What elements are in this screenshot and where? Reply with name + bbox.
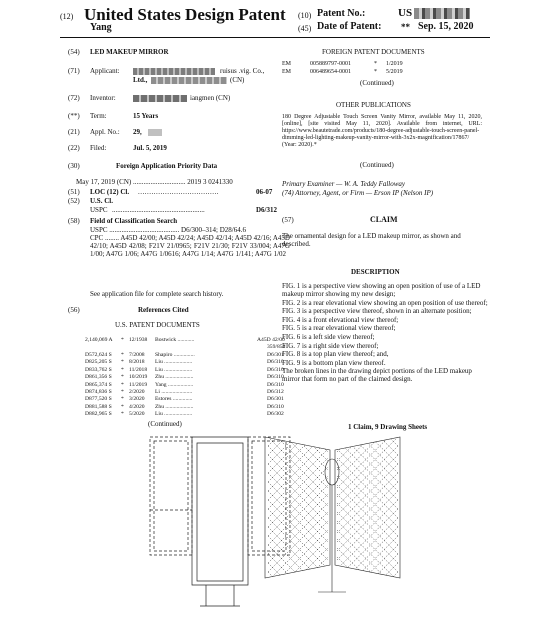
filed-value: Jul. 5, 2019 bbox=[133, 144, 167, 152]
foreign-date: 1/2019 bbox=[386, 61, 403, 67]
appl-value: 29, bbox=[133, 128, 142, 136]
ref-name: Liu .................... bbox=[155, 359, 193, 366]
ref-num: D874,836 S bbox=[85, 389, 112, 395]
header-code-10: (10) bbox=[298, 11, 312, 20]
foreign-date: 5/2019 bbox=[386, 69, 403, 75]
hatch-line bbox=[337, 374, 398, 434]
claim-code: (57) bbox=[282, 216, 294, 224]
patent-number-label: Patent No.: bbox=[317, 8, 366, 19]
us-docs-title: U.S. PATENT DOCUMENTS bbox=[115, 321, 200, 329]
foreign-continued: (Continued) bbox=[360, 79, 394, 87]
hatch-line bbox=[337, 611, 398, 619]
ref-num: D865,374 S bbox=[85, 381, 112, 388]
ref-date: 3/2020 bbox=[129, 396, 145, 403]
ref-cls: D6/301 bbox=[267, 396, 284, 403]
ref-num: D572,624 S bbox=[85, 352, 112, 358]
hatch-line bbox=[337, 572, 398, 619]
field-label: Field of Classification Search bbox=[90, 217, 178, 225]
uscl-value: D6/312 bbox=[256, 206, 277, 214]
ref-name: Shapiro ............... bbox=[155, 352, 195, 358]
applicant-label: Applicant: bbox=[90, 67, 120, 75]
design-title: LED MAKEUP MIRROR bbox=[90, 48, 169, 56]
description-title: DESCRIPTION bbox=[351, 268, 400, 276]
applicant-country: (CN) bbox=[230, 76, 245, 84]
hatch-line bbox=[268, 413, 328, 473]
ref-class-2: 359/854 bbox=[267, 344, 286, 350]
term-value: 15 Years bbox=[133, 112, 159, 120]
uscl-sub: USPC bbox=[90, 206, 108, 214]
loc-leader: .................................... bbox=[138, 188, 219, 196]
hatch-line bbox=[268, 575, 328, 619]
uscl-code: (52) bbox=[68, 197, 80, 205]
ref-num: D877,520 S bbox=[85, 396, 112, 403]
patent-number-value: US bbox=[398, 7, 413, 19]
claim-title: CLAIM bbox=[370, 215, 398, 224]
ref-num: D825,205 S bbox=[85, 359, 112, 366]
ref-date: 11/2019 bbox=[129, 381, 148, 388]
ref-date: 4/2020 bbox=[129, 403, 145, 410]
side-view-ring-mirror bbox=[325, 459, 339, 485]
ref-date: 7/2008 bbox=[129, 352, 145, 358]
ref-cls: D6/310 bbox=[267, 403, 284, 410]
hatch-line bbox=[337, 383, 398, 443]
ref-date: 2/2020 bbox=[129, 389, 145, 395]
ref-cls: D6/301 bbox=[267, 352, 284, 358]
other-pubs-title: OTHER PUBLICATIONS bbox=[336, 101, 411, 109]
foreign-mark: * bbox=[374, 61, 377, 67]
appl-label: Appl. No.: bbox=[90, 128, 120, 136]
field-cpc: CPC ........ A45D 42/00; A45D 42/24; A45D 42/14; A45D 42/16; A45D 42/10; A45D 42/08; F21V 21/0965; F21V 21/30; F21V 33/004; A47G 1/00; A47G 1/06; A47G 1/0616; A47G 1/14; A47G 1/141; A47G 1/02 bbox=[90, 234, 290, 258]
ref-cls: D6/310 bbox=[267, 359, 284, 366]
loc-label: LOC (12) Cl. bbox=[90, 188, 130, 196]
hatch-line bbox=[337, 575, 398, 619]
applicant-code: (71) bbox=[68, 67, 80, 75]
field-code: (58) bbox=[68, 217, 80, 225]
ref-mark: * bbox=[121, 352, 124, 358]
ref-mark: * bbox=[121, 359, 124, 366]
mirror-right-wing bbox=[248, 437, 290, 555]
hatch-line bbox=[268, 584, 328, 619]
ref-date: 8/2018 bbox=[129, 359, 145, 366]
hatch-line bbox=[337, 356, 398, 416]
hatch-line bbox=[268, 566, 328, 619]
field-uspc: USPC ........................................ D6/300–314; D28/64.6 bbox=[90, 226, 246, 234]
ref-mark: * bbox=[121, 396, 124, 403]
priority-entry: May 17, 2019 (CN) .............................. 2019 3 0241330 bbox=[76, 178, 233, 186]
ref-number: 2,140,069 A bbox=[85, 337, 113, 343]
description-line: The broken lines in the drawing depict portions of the LED makeup mirror that form no part of the claimed design. bbox=[282, 367, 472, 384]
foreign-cc: EM bbox=[282, 69, 291, 75]
hatch-line bbox=[337, 602, 398, 619]
claims-sheets: 1 Claim, 9 Drawing Sheets bbox=[348, 423, 428, 431]
filed-label: Filed: bbox=[90, 144, 107, 152]
description-line: FIG. 9 is a bottom plan view thereof. bbox=[282, 358, 386, 367]
hatch-line bbox=[337, 554, 398, 614]
other-continued: (Continued) bbox=[360, 161, 394, 169]
attorney: (74) Attorney, Agent, or Firm — Erson IP (Nelson IP) bbox=[282, 189, 434, 197]
date-of-patent-label: Date of Patent: bbox=[317, 21, 382, 32]
ref-cls: D6/310 bbox=[267, 366, 284, 373]
date-of-patent-value: Sep. 15, 2020 bbox=[418, 21, 474, 32]
refs-continued: (Continued) bbox=[148, 420, 182, 428]
header-code-12: (12) bbox=[60, 12, 74, 21]
loc-value: 06-07 bbox=[256, 188, 273, 196]
hatch-line bbox=[337, 347, 398, 407]
filed-code: (22) bbox=[68, 144, 80, 152]
hatch-line bbox=[337, 320, 398, 380]
term-code: (**) bbox=[68, 112, 80, 120]
ref-num: D882,965 S bbox=[85, 411, 112, 418]
description-line: FIG. 4 is a front elevational view thereof; bbox=[282, 315, 399, 324]
foreign-title: FOREIGN PATENT DOCUMENTS bbox=[322, 48, 425, 56]
hatch-line bbox=[337, 365, 398, 425]
inventor-location: iangmen (CN) bbox=[190, 94, 231, 102]
document-title: United States Design Patent bbox=[84, 5, 286, 24]
hatch-line bbox=[337, 368, 398, 428]
hatch-line bbox=[337, 386, 398, 446]
foreign-num: 006489654-0001 bbox=[310, 69, 351, 75]
title-code: (54) bbox=[68, 48, 80, 56]
description-line: FIG. 3 is a perspective view thereof, shown in an alternate position; bbox=[282, 307, 472, 316]
hatch-line bbox=[268, 611, 328, 619]
mirror-center-panel bbox=[192, 437, 248, 585]
description-line: FIG. 7 is a right side view thereof; bbox=[282, 341, 379, 350]
ref-mark: * bbox=[121, 381, 124, 388]
loc-code: (51) bbox=[68, 188, 80, 196]
ref-num: D861,356 S bbox=[85, 374, 112, 381]
foreign-mark: * bbox=[374, 69, 377, 75]
ref-name: Liu .................... bbox=[155, 366, 193, 373]
hatch-line bbox=[337, 566, 398, 619]
primary-examiner: Primary Examiner — W. A. Teddy Falloway bbox=[282, 180, 406, 188]
hatch-line bbox=[268, 602, 328, 619]
uscl-leader: ..................................................... bbox=[112, 206, 205, 214]
applicant-line2-head: Ltd., bbox=[133, 76, 148, 84]
ref-name: Yang .................. bbox=[155, 381, 194, 388]
ref-num: D833,762 S bbox=[85, 366, 112, 373]
ref-mark: * bbox=[121, 389, 124, 395]
ref-cls: D6/310 bbox=[267, 374, 284, 381]
other-pubs-text: 180 Degree Adjustable Touch Screen Vanity Mirror, available May 11, 2020, [online], [site visited May 11, 2020]. Available from internet, URL: https://www.beautetrade.com/products/180-degree-adjustable-touch-screen-panel-dimming-led-lighting-makeup-vanity-mirror-with-3x2x-magnification/17867/ (Year: 2020).* bbox=[282, 114, 482, 148]
ref-mark: * bbox=[121, 366, 124, 373]
hatch-line bbox=[337, 545, 398, 605]
appl-code: (21) bbox=[68, 128, 80, 136]
ref-date: 10/2019 bbox=[129, 374, 148, 381]
hatch-line bbox=[337, 593, 398, 619]
ref-name: Zhu .................... bbox=[155, 403, 194, 410]
ref-cls: D6/302 bbox=[267, 411, 284, 418]
priority-title: Foreign Application Priority Data bbox=[116, 162, 218, 170]
hatch-line bbox=[337, 584, 398, 619]
header-code-45: (45) bbox=[298, 24, 312, 33]
ref-date: 12/1938 bbox=[129, 337, 148, 343]
hatch-line bbox=[268, 593, 328, 619]
refs-title: References Cited bbox=[138, 306, 189, 314]
description-line: FIG. 5 is a rear elevational view thereof; bbox=[282, 324, 396, 333]
side-view-left-panel bbox=[265, 437, 330, 578]
ref-class: A45D 42/00 bbox=[257, 337, 285, 343]
ref-mark: * bbox=[121, 374, 124, 381]
hatch-line bbox=[268, 554, 328, 614]
term-label: Term: bbox=[90, 112, 107, 120]
hatch-line bbox=[337, 392, 398, 452]
ref-cls: D6/310 bbox=[267, 381, 284, 388]
ref-date: 11/2018 bbox=[129, 366, 148, 373]
date-marks: ** bbox=[401, 22, 410, 32]
refs-code: (56) bbox=[68, 306, 80, 314]
description-line: FIG. 6 is a left side view thereof; bbox=[282, 332, 375, 341]
foreign-num: 005889797-0001 bbox=[310, 61, 351, 67]
inventor-code: (72) bbox=[68, 94, 80, 102]
foreign-cc: EM bbox=[282, 61, 291, 67]
ref-cls: D6/312 bbox=[267, 389, 284, 395]
description-line: FIG. 2 is a rear elevational view showing an open position of use thereof; bbox=[282, 298, 488, 307]
hatch-line bbox=[337, 338, 398, 398]
mirror-left-wing bbox=[150, 437, 192, 555]
ref-name: Zhu .................... bbox=[155, 374, 194, 381]
hatch-line bbox=[337, 329, 398, 389]
inventor-surname: Yang bbox=[90, 22, 112, 33]
inventor-label: Inventor: bbox=[90, 94, 116, 102]
hatch-line bbox=[337, 377, 398, 437]
hatch-line bbox=[268, 572, 328, 619]
uscl-label: U.S. Cl. bbox=[90, 197, 113, 205]
ref-date: 5/2020 bbox=[129, 411, 145, 418]
ref-name: Li ...................... bbox=[155, 389, 193, 395]
ref-name: Liu .................... bbox=[155, 411, 193, 418]
ref-mark: * bbox=[121, 403, 124, 410]
hatch-line bbox=[337, 395, 398, 455]
applicant-line1: ruisus .vig. Co., bbox=[220, 67, 265, 75]
description-line: FIG. 1 is a perspective view showing an open position of use of a LED makeup mirror showing my new design; bbox=[282, 282, 481, 298]
claim-text: The ornamental design for a LED makeup mirror, as shown and described. bbox=[282, 232, 461, 248]
ref-name: Estores .............. bbox=[155, 396, 193, 403]
ref-num: D881,588 S bbox=[85, 403, 112, 410]
ref-mark: * bbox=[121, 411, 124, 418]
ref-name: Bostwick ............ bbox=[155, 337, 195, 343]
hatch-line bbox=[268, 545, 328, 605]
hatch-line bbox=[337, 404, 398, 464]
hatch-line bbox=[337, 413, 398, 473]
ref-mark: * bbox=[121, 337, 124, 343]
description-line: FIG. 8 is a top plan view thereof; and, bbox=[282, 350, 389, 359]
field-note: See application file for complete search history. bbox=[90, 290, 224, 298]
priority-code: (30) bbox=[68, 162, 80, 170]
